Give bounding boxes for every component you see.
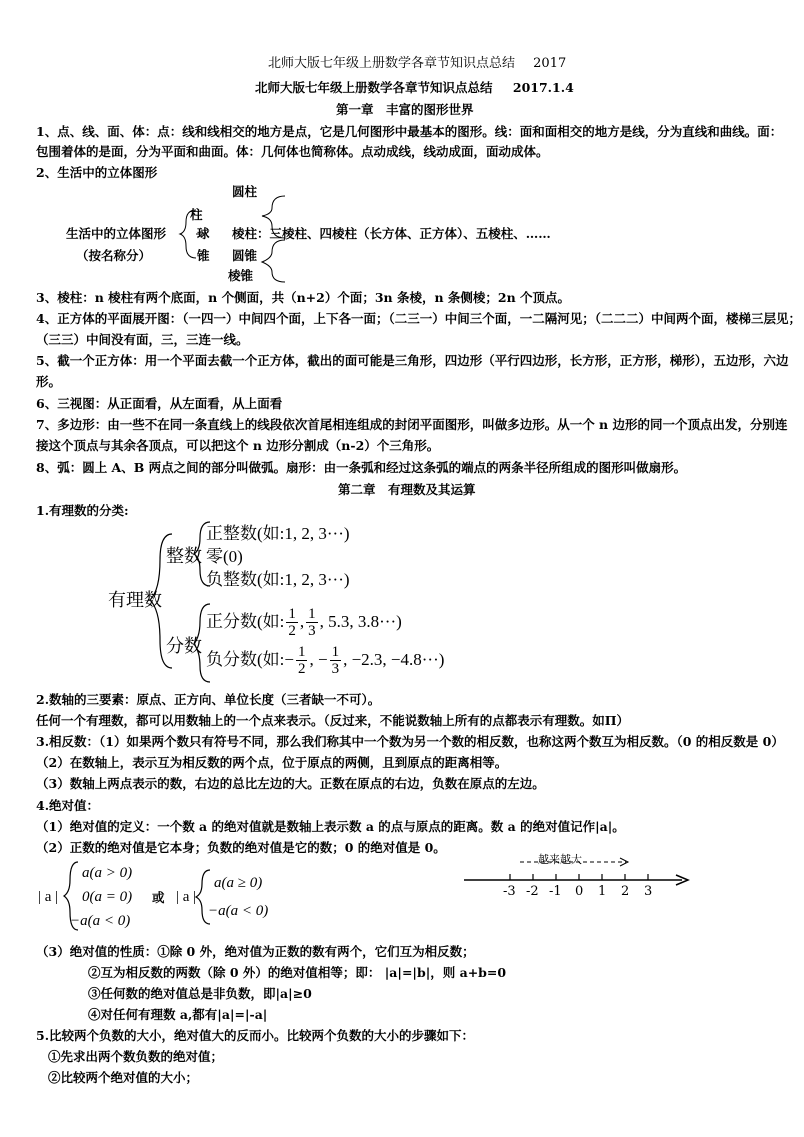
abs-lhs-1: | a | <box>38 889 59 905</box>
diagram-yuanzhui: 圆锥 <box>232 248 258 263</box>
ch2-sec-2b: 任何一个有理数，都可以用数轴上的一个点来表示。（反过来，不能说数轴上所有的点都表示有理数。如Π） <box>36 713 630 728</box>
frac-den: 3 <box>308 622 316 639</box>
abs-case-3: −a(a < 0) <box>70 913 131 929</box>
ch2-sec-4c: （3）绝对值的性质：①除 0 外，绝对值为正数的数有两个，它们互为相反数； <box>36 944 475 959</box>
frac-den: 3 <box>331 660 340 677</box>
tick-label: -2 <box>526 884 539 899</box>
doc-title-text: 北师大版七年级上册数学各章节知识点总结 <box>268 56 516 71</box>
ch2-sec-3: 3.相反数：（1）如果两个数只有符号不同，那么我们称其中一个数为另一个数的相反数，也称这两个数互为相反数。（0 的相反数是 0） <box>36 734 784 749</box>
doc-subtitle <box>255 80 574 96</box>
ch1-para-5a: 5、截一个正方体：用一个平面去截一个正方体，截出的面可能是三角形，四边形（平行四边形，长方形，正方形，梯形），五边形，六边 <box>36 353 789 368</box>
abs-case-2-2: −a(a < 0) <box>208 903 269 919</box>
frac-num: 1 <box>297 643 306 660</box>
ch2-sec-5b: ②比较两个绝对值的大小； <box>48 1070 199 1085</box>
ch1-para-7b: 接这个顶点与其余各顶点，可以把这个 n 边形分割成（n-2）个三角形。 <box>36 438 440 453</box>
frac-one-third <box>306 607 318 640</box>
diagram-yuanzhu: 圆柱 <box>232 184 258 199</box>
diagram-zhu: 柱 <box>190 207 203 222</box>
ch2-sec-1: 1.有理数的分类: <box>36 503 129 518</box>
ch1-para-7a: 7、多边形：由一些不在同一条直线上的线段依次首尾相连组成的封闭平面图形，叫做多边形。从一个 n 边形的同一个顶点出发，分别连 <box>36 417 788 432</box>
ch1-para-6: 6、三视图：从正面看，从左面看，从上面看 <box>36 396 283 411</box>
ch2-sec-5a: ①先求出两个数负数的绝对值； <box>48 1049 224 1064</box>
abs-case-1: a(a > 0) <box>82 865 133 881</box>
frac-num: 1 <box>308 605 316 622</box>
abs-lhs-2: | a | <box>176 889 197 905</box>
ch2-sec-5: 5.比较两个负数的大小，绝对值大的反而小。比较两个负数的大小的步骤如下： <box>36 1028 475 1043</box>
ch1-para-4b: （三三）中间没有面，三，三连一线。 <box>36 332 249 347</box>
class-zero: 零(0) <box>206 547 243 566</box>
ch1-para-8: 8、弧：圆上 A、B 两点之间的部分叫做弧。扇形：由一条弧和经过这条弧的端点的两条半径所组成的图形叫做扇形。 <box>36 460 687 475</box>
frac-num: 1 <box>288 605 296 622</box>
number-line-ticks <box>510 874 648 880</box>
class-pos-int: 正整数(如:1, 2, 3···) <box>206 524 350 543</box>
diagram-lengzhu: 棱柱：三棱柱、四棱柱（长方体、正方体）、五棱柱、…… <box>232 226 551 241</box>
diagram-lengzhui: 棱锥 <box>228 268 254 283</box>
ch1-para-1b: 包围着体的是面，分为平面和曲面。体：几何体也简称体。点动成线，线动成面，面动成体。 <box>36 144 549 159</box>
doc-subtitle-date: 2017.1.4 <box>512 80 574 95</box>
doc-subtitle-text: 北师大版七年级上册数学各章节知识点总结 <box>255 80 493 95</box>
neg-frac-pre: 负分数(如:− <box>206 650 294 669</box>
diagram-qiu: 球 <box>197 226 210 241</box>
ch2-sec-4b: （2）正数的绝对值是它本身；负数的绝对值是它的数；0 的绝对值是 0。 <box>36 840 446 855</box>
brace-zhui <box>262 240 285 282</box>
ch2-sec-4c4: ④对任何有理数 a,都有|a|=|-a| <box>88 1007 268 1022</box>
frac-one-half <box>286 607 298 640</box>
ch2-sec-2: 2.数轴的三要素：原点、正方向、单位长度（三者缺一不可）。 <box>36 692 381 707</box>
ch2-sec-4c3: ③任何数的绝对值总是非负数，即|a|≥0 <box>88 986 312 1001</box>
class-pos-frac <box>206 604 402 644</box>
class-fraction: 分数 <box>166 636 202 656</box>
frac-neg-one-third <box>330 645 342 678</box>
ch2-sec-4a: （1）绝对值的定义：一个数 a 的绝对值就是数轴上表示数 a 的点与原点的距离。数 a 的绝对值记作|a|。 <box>36 819 625 834</box>
ch2-sec-3b: （2）在数轴上，表示互为相反数的两个点，位于原点的两侧，且到原点的距离相等。 <box>36 755 508 770</box>
diagram-root-note: （按名称分） <box>76 248 152 263</box>
tick-label: 3 <box>644 884 653 899</box>
ch1-para-5b: 形。 <box>36 374 62 389</box>
diagram-zhui: 锥 <box>197 248 210 263</box>
frac-den: 2 <box>297 660 306 677</box>
ch2-sec-4c2: ②互为相反数的两数（除 0 外）的绝对值相等；即： |a|=|b|，则 a+b=0 <box>88 965 507 980</box>
chapter-2-title: 第二章 有理数及其运算 <box>338 482 476 497</box>
ch2-sec-4: 4.绝对值： <box>36 798 100 813</box>
class-neg-frac <box>206 642 444 682</box>
abs-or: 或 <box>152 890 165 905</box>
class-root: 有理数 <box>108 590 162 610</box>
tick-label: 2 <box>621 884 630 899</box>
ch1-para-4a: 4、正方体的平面展开图：（一四一）中间四个面，上下各一面；（二三一）中间三个面，一二隔河见；（二二二）中间两个面，楼梯三层见； <box>36 311 801 326</box>
diagram-root: 生活中的立体图形 <box>66 226 167 241</box>
frac-den: 2 <box>288 622 296 639</box>
class-neg-int: 负整数(如:1, 2, 3···) <box>206 570 350 589</box>
tick-label: 0 <box>575 884 584 899</box>
ch2-sec-3c: （3）数轴上两点表示的数，右边的总比左边的大。正数在原点的右边，负数在原点的左边。 <box>36 776 545 791</box>
abs-case-2-1: a(a ≥ 0) <box>214 875 263 891</box>
class-integer: 整数 <box>166 546 202 566</box>
chapter-1-title: 第一章 丰富的图形世界 <box>336 102 474 117</box>
abs-case-2: 0(a = 0) <box>82 889 133 905</box>
tick-label: 1 <box>598 884 607 899</box>
frac-sep: , <box>299 612 305 631</box>
tick-label: -3 <box>503 884 516 899</box>
frac-sep-neg: , − <box>309 650 328 669</box>
pos-frac-pre: 正分数(如: <box>206 612 285 631</box>
frac-num: 1 <box>331 643 340 660</box>
frac-neg-one-half <box>296 645 308 678</box>
ch1-para-1a: 1、点、线、面、体：点：线和线相交的地方是点，它是几何图形中最基本的图形。线：面和面相交的地方是线，分为直线和曲线。面： <box>36 124 783 139</box>
pos-frac-post: , 5.3, 3.8···) <box>319 612 402 631</box>
doc-year: 2017 <box>533 56 567 71</box>
ch1-para-2: 2、生活中的立体图形 <box>36 165 158 180</box>
doc-title <box>268 56 566 72</box>
neg-frac-post: , −2.3, −4.8···) <box>343 650 445 669</box>
number-line-caption: 越来越大 <box>538 853 582 866</box>
ch1-para-3: 3、棱柱：n 棱柱有两个底面，n 个侧面，共（n+2）个面；3n 条棱，n 条侧棱；2n 个顶点。 <box>36 290 571 305</box>
tick-label: -1 <box>549 884 562 899</box>
